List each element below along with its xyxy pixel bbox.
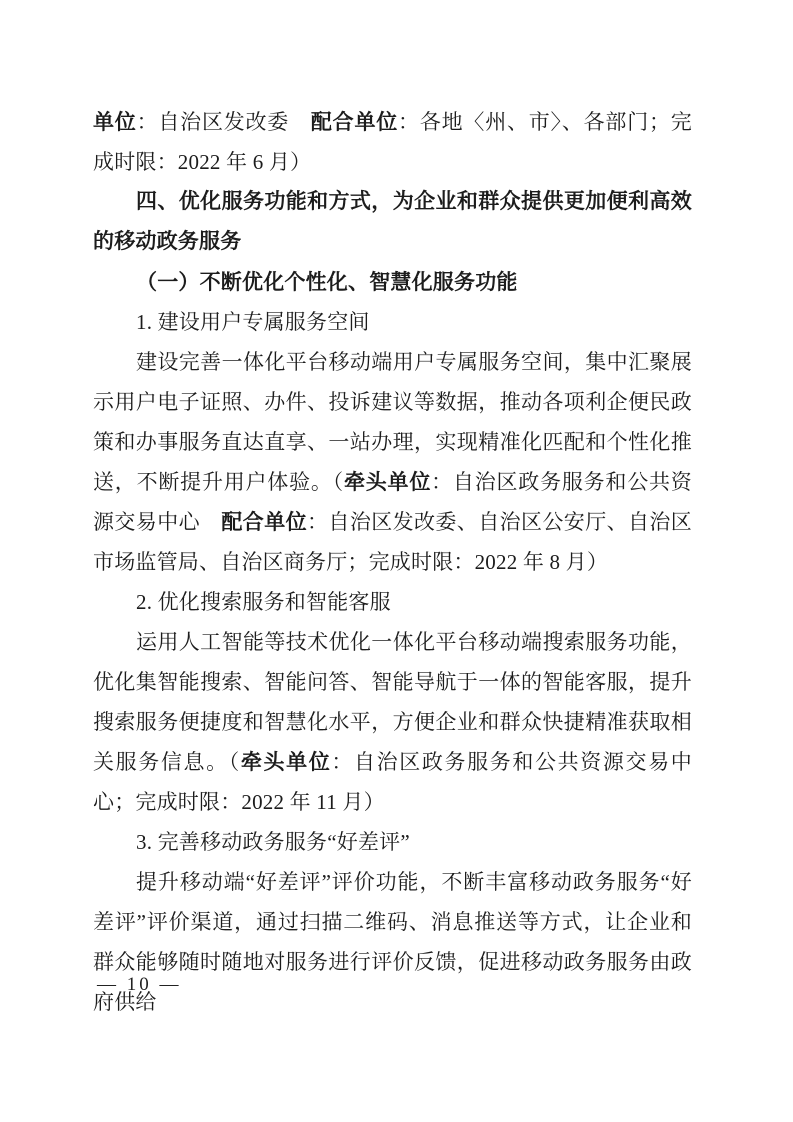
text-run: ：自治区政务服务和公共资源交易中心 — [93, 470, 692, 534]
text-run: 运用人工智能等技术优化一体化平台移动端搜索服务功能，优化集智能搜索、智能问答、智能导航于一体的智能客服，提升搜索服务便捷度和智慧化水平，方便企业和群众快捷精准获取相关服务信息。（ — [93, 630, 692, 774]
text-run-bold-support-unit: 配合单位 — [310, 110, 399, 134]
item-heading-2: 2. 优化搜索服务和智能客服 — [136, 590, 391, 614]
text-run: 建设完善一体化平台移动端用户专属服务空间，集中汇聚展示用户电子证照、办件、投诉建议等数据，推动各项利企便民政策和办事服务直达直享、一站办理，实现精准化匹配和个性化推送，不断提升用户体验。（ — [93, 350, 692, 494]
text-run: ：各地〈州、市〉、各部门；完成时限：2022 年 6 月） — [93, 110, 692, 174]
text-run: ：自治区政务服务和公共资源交易中心；完成时限：2022 年 11 月） — [93, 750, 692, 814]
paragraph-item-2 — [93, 622, 692, 822]
paragraph-item-1 — [93, 342, 692, 582]
section-heading-4: 四、优化服务功能和方式，为企业和群众提供更加便利高效的移动政务服务 — [93, 190, 692, 253]
paragraph-item-3 — [93, 862, 692, 1022]
text-run: 提升移动端“好差评”评价功能，不断丰富移动政务服务“好差评”评价渠道，通过扫描二维码、消息推送等方式，让企业和群众能够随时随地对服务进行评价反馈，促进移动政务服务由政府供给 — [93, 870, 692, 1014]
text-gap — [289, 110, 311, 134]
paragraph-continuation — [93, 102, 692, 182]
text-run-bold-lead-unit: 单位 — [93, 110, 137, 134]
subsection-heading-1: （一）不断优化个性化、智慧化服务功能 — [136, 270, 518, 294]
text-run: ：自治区发改委 — [136, 110, 290, 134]
item-heading-3: 3. 完善移动政务服务“好差评” — [136, 830, 410, 854]
page-number: — 10 — — [97, 974, 182, 995]
text-run: ：自治区发改委、自治区公安厅、自治区市场监管局、自治区商务厅；完成时限：2022 年 8 月） — [93, 510, 692, 574]
item-heading-1: 1. 建设用户专属服务空间 — [136, 310, 370, 334]
text-gap — [200, 510, 221, 534]
text-run-bold-support-unit: 配合单位 — [221, 510, 308, 534]
text-run-bold-lead-unit: 牵头单位 — [343, 470, 432, 494]
text-block — [93, 102, 692, 1022]
text-run-bold-lead-unit: 牵头单位 — [240, 750, 332, 774]
